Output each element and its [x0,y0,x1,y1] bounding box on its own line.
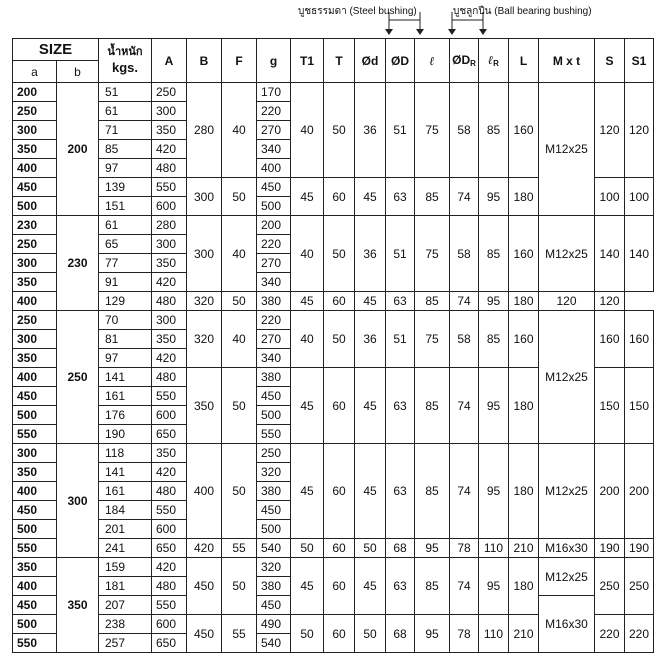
S-cell: 120 [539,292,595,311]
A-cell: 480 [152,292,187,311]
l-cell: 75 [415,216,450,292]
A-cell: 480 [152,368,187,387]
g-cell: 340 [257,273,291,292]
T1-cell: 45 [291,368,324,444]
g-cell: 340 [257,140,291,159]
l-cell: 95 [415,615,450,653]
A-cell: 350 [152,330,187,349]
g-cell: 500 [257,406,291,425]
F-cell: 55 [222,539,257,558]
S1-cell: 120 [625,83,654,178]
Od-cell: 50 [355,539,386,558]
size-a-cell: 500 [13,615,57,634]
OD-cell: 51 [386,216,415,292]
mxt-cell: M12x25 [539,83,595,216]
size-b-cell: 350 [57,558,99,653]
size-a-cell: 300 [13,254,57,273]
table-row [13,83,654,102]
mxt-cell: M12x25 [539,558,595,596]
lR-cell: 110 [479,539,509,558]
lR-cell: 85 [479,216,509,292]
mxt-cell: M16x30 [539,539,595,558]
weight-cell: 238 [99,615,152,634]
T1-cell: 45 [291,444,324,539]
F-cell: 50 [222,558,257,615]
T-cell: 50 [324,311,355,368]
size-a-cell: 250 [13,235,57,254]
OD-cell: 63 [386,368,415,444]
A-cell: 600 [152,197,187,216]
A-cell: 350 [152,254,187,273]
size-b-cell: 200 [57,83,99,216]
L-cell: 180 [509,444,539,539]
OD-header: ØD [386,39,415,83]
F-cell: 40 [222,311,257,368]
A-cell: 300 [152,102,187,121]
size-a-cell: 400 [13,292,57,311]
A-cell: 550 [152,387,187,406]
table-row [13,539,654,558]
size-a-cell: 450 [13,501,57,520]
ODR-cell: 74 [450,444,479,539]
T-cell: 60 [324,178,355,216]
table-row [13,558,654,577]
B-cell: 450 [187,615,222,653]
l-header: ℓ [415,39,450,83]
F-cell: 55 [222,615,257,653]
A-cell: 480 [152,577,187,596]
size-a-cell: 550 [13,634,57,653]
g-cell: 250 [257,444,291,463]
Od-cell: 45 [355,292,386,311]
note-arrows [0,0,657,38]
g-cell: 490 [257,615,291,634]
weight-cell: 207 [99,596,152,615]
g-cell: 220 [257,311,291,330]
g-cell: 220 [257,102,291,121]
weight-cell: 77 [99,254,152,273]
T-header: T [324,39,355,83]
S-cell: 250 [595,558,625,615]
T1-header: T1 [291,39,324,83]
L-cell: 180 [509,558,539,615]
S1-cell: 100 [625,178,654,216]
A-cell: 420 [152,140,187,159]
S-cell: 150 [595,368,625,444]
g-header: g [257,39,291,83]
L-cell: 180 [509,178,539,216]
B-cell: 420 [187,539,222,558]
size-a-cell: 200 [13,83,57,102]
B-cell: 450 [187,558,222,615]
S1-cell: 220 [625,615,654,653]
L-header: L [509,39,539,83]
T1-cell: 40 [291,83,324,178]
size-a-cell: 450 [13,596,57,615]
table-row [13,216,654,235]
F-cell: 50 [222,444,257,539]
F-cell: 40 [222,83,257,178]
size-a-cell: 350 [13,463,57,482]
S1-header: S1 [625,39,654,83]
size-a-cell: 250 [13,311,57,330]
OD-cell: 51 [386,311,415,368]
Od-cell: 45 [355,558,386,615]
Od-cell: 45 [355,178,386,216]
S-cell: 190 [595,539,625,558]
g-cell: 540 [257,539,291,558]
ODR-cell: 58 [450,311,479,368]
A-cell: 600 [152,520,187,539]
size-a-cell: 350 [13,140,57,159]
B-cell: 300 [187,216,222,292]
S-header: S [595,39,625,83]
lR-cell: 95 [479,558,509,615]
S-cell: 220 [595,615,625,653]
g-cell: 270 [257,330,291,349]
weight-cell: 201 [99,520,152,539]
weight-cell: 241 [99,539,152,558]
OD-cell: 51 [386,83,415,178]
S-cell: 120 [595,83,625,178]
B-cell: 320 [187,311,222,368]
lR-cell: 85 [479,311,509,368]
size-a-cell: 400 [13,159,57,178]
size-a-cell: 230 [13,216,57,235]
size-a-cell: 400 [13,577,57,596]
mxt-cell: M12x25 [539,216,595,292]
size-a-cell: 350 [13,558,57,577]
A-cell: 420 [152,463,187,482]
ODR-cell: 58 [450,216,479,292]
weight-cell: 61 [99,102,152,121]
mxt-cell: M16x30 [539,596,595,653]
g-cell: 450 [257,178,291,197]
T1-cell: 40 [291,216,324,292]
g-cell: 200 [257,216,291,235]
weight-cell: 97 [99,159,152,178]
S1-cell: 200 [625,444,654,539]
A-cell: 300 [152,235,187,254]
A-cell: 600 [152,406,187,425]
ODR-cell: 58 [450,83,479,178]
ODR-cell: 74 [450,558,479,615]
T-cell: 60 [324,292,355,311]
table-row [13,292,654,311]
Od-cell: 45 [355,444,386,539]
T1-cell: 45 [291,292,324,311]
weight-cell: 139 [99,178,152,197]
size-b-cell: 250 [57,311,99,444]
steel-bushing-note: บูชธรรมดา (Steel bushing) [298,6,417,17]
weight-cell: 91 [99,273,152,292]
F-cell: 40 [222,216,257,292]
g-cell: 400 [257,159,291,178]
S1-cell: 150 [625,368,654,444]
table-row [13,444,654,463]
A-cell: 650 [152,539,187,558]
weight-cell: 51 [99,83,152,102]
OD-cell: 63 [386,444,415,539]
weight-cell: 151 [99,197,152,216]
weight-cell: 257 [99,634,152,653]
T-cell: 60 [324,558,355,615]
Od-cell: 36 [355,216,386,292]
S1-cell: 160 [625,311,654,368]
g-cell: 450 [257,501,291,520]
OD-cell: 63 [386,558,415,615]
l-cell: 85 [415,558,450,615]
A-cell: 420 [152,349,187,368]
size-a-cell: 450 [13,387,57,406]
T-cell: 60 [324,444,355,539]
weight-cell: 190 [99,425,152,444]
T-cell: 50 [324,83,355,178]
table-body [13,83,654,653]
weight-cell: 61 [99,216,152,235]
l-cell: 85 [415,368,450,444]
OD-cell: 63 [386,292,415,311]
lR-cell: 95 [479,178,509,216]
S-cell: 100 [595,178,625,216]
size-b-cell: 230 [57,216,99,311]
lR-cell: 95 [479,292,509,311]
B-cell: 400 [187,444,222,539]
weight-cell: 159 [99,558,152,577]
mxt-header: M x t [539,39,595,83]
F-header: F [222,39,257,83]
Od-cell: 50 [355,615,386,653]
weight-cell: 118 [99,444,152,463]
size-a-cell: 550 [13,539,57,558]
L-cell: 210 [509,615,539,653]
table-row [13,311,654,330]
size-a-cell: 400 [13,368,57,387]
Od-cell: 36 [355,311,386,368]
size-a-cell: 300 [13,330,57,349]
S-cell: 200 [595,444,625,539]
L-cell: 180 [509,292,539,311]
g-cell: 320 [257,463,291,482]
weight-header: น้ำหนัก kgs. [99,39,152,83]
g-cell: 500 [257,197,291,216]
l-cell: 75 [415,83,450,178]
size-header: SIZE [13,39,99,61]
Od-header: Ød [355,39,386,83]
Od-cell: 36 [355,83,386,178]
S1-cell: 140 [625,216,654,292]
ODR-cell: 74 [450,368,479,444]
A-cell: 480 [152,159,187,178]
lR-cell: 95 [479,444,509,539]
size-a-cell: 300 [13,121,57,140]
g-cell: 380 [257,292,291,311]
l-cell: 95 [415,539,450,558]
A-cell: 250 [152,83,187,102]
B-cell: 280 [187,83,222,178]
size-spec-table [12,38,654,653]
g-cell: 380 [257,577,291,596]
size-a-cell: 500 [13,520,57,539]
weight-cell: 97 [99,349,152,368]
L-cell: 160 [509,311,539,368]
OD-cell: 68 [386,539,415,558]
weight-cell: 181 [99,577,152,596]
T1-cell: 40 [291,311,324,368]
weight-cell: 141 [99,463,152,482]
weight-cell: 71 [99,121,152,140]
size-a-cell: 450 [13,178,57,197]
S1-cell: 190 [625,539,654,558]
A-cell: 350 [152,121,187,140]
size-a-cell: 250 [13,102,57,121]
a-header: a [13,61,57,83]
g-cell: 450 [257,387,291,406]
size-a-cell: 550 [13,425,57,444]
size-a-cell: 500 [13,197,57,216]
g-cell: 550 [257,425,291,444]
g-cell: 500 [257,520,291,539]
g-cell: 270 [257,121,291,140]
size-b-cell: 300 [57,444,99,558]
g-cell: 270 [257,254,291,273]
T1-cell: 45 [291,178,324,216]
F-cell: 50 [222,368,257,444]
size-a-cell: 350 [13,349,57,368]
T1-cell: 50 [291,615,324,653]
S-cell: 160 [595,311,625,368]
A-cell: 550 [152,596,187,615]
mxt-cell: M12x25 [539,311,595,444]
T1-cell: 50 [291,539,324,558]
A-cell: 550 [152,501,187,520]
A-cell: 280 [152,216,187,235]
weight-cell: 129 [99,292,152,311]
Od-cell: 45 [355,368,386,444]
ODR-cell: 78 [450,615,479,653]
g-cell: 320 [257,558,291,577]
A-cell: 420 [152,273,187,292]
L-cell: 160 [509,216,539,292]
l-cell: 85 [415,444,450,539]
l-cell: 85 [415,292,450,311]
OD-cell: 68 [386,615,415,653]
OD-cell: 63 [386,178,415,216]
S1-cell: 250 [625,558,654,615]
g-cell: 540 [257,634,291,653]
S-cell: 140 [595,216,625,292]
L-cell: 160 [509,83,539,178]
lR-cell: 95 [479,368,509,444]
F-cell: 50 [222,292,257,311]
g-cell: 220 [257,235,291,254]
size-a-cell: 500 [13,406,57,425]
A-cell: 650 [152,425,187,444]
B-cell: 350 [187,368,222,444]
A-cell: 420 [152,558,187,577]
weight-cell: 85 [99,140,152,159]
g-cell: 170 [257,83,291,102]
mxt-cell: M12x25 [539,444,595,539]
weight-cell: 176 [99,406,152,425]
size-a-cell: 350 [13,273,57,292]
B-header: B [187,39,222,83]
size-a-cell: 300 [13,444,57,463]
T-cell: 50 [324,216,355,292]
g-cell: 380 [257,482,291,501]
l-cell: 85 [415,178,450,216]
B-cell: 300 [187,178,222,216]
F-cell: 50 [222,178,257,216]
weight-cell: 184 [99,501,152,520]
ODR-cell: 78 [450,539,479,558]
ODR-cell: 74 [450,178,479,216]
A-cell: 480 [152,482,187,501]
l-cell: 75 [415,311,450,368]
lR-header: ℓ$_R$ [479,39,509,83]
b-header: b [57,61,99,83]
column-notes [0,0,657,38]
A-cell: 650 [152,634,187,653]
A-cell: 350 [152,444,187,463]
ball-bushing-note: บูชลูกปืน (Ball bearing bushing) [453,6,592,17]
weight-cell: 81 [99,330,152,349]
A-cell: 600 [152,615,187,634]
lR-cell: 85 [479,83,509,178]
g-cell: 450 [257,596,291,615]
T1-cell: 45 [291,558,324,615]
weight-cell: 161 [99,387,152,406]
A-cell: 550 [152,178,187,197]
size-a-cell: 400 [13,482,57,501]
T-cell: 60 [324,368,355,444]
L-cell: 210 [509,539,539,558]
S1-cell: 120 [595,292,625,311]
lR-cell: 110 [479,615,509,653]
A-header: A [152,39,187,83]
ODR-header: $ØD_R$ [450,39,479,83]
weight-cell: 161 [99,482,152,501]
B-cell: 320 [187,292,222,311]
weight-cell: 70 [99,311,152,330]
g-cell: 380 [257,368,291,387]
L-cell: 180 [509,368,539,444]
T-cell: 60 [324,615,355,653]
T-cell: 60 [324,539,355,558]
weight-cell: 65 [99,235,152,254]
weight-cell: 141 [99,368,152,387]
g-cell: 340 [257,349,291,368]
A-cell: 300 [152,311,187,330]
ODR-cell: 74 [450,292,479,311]
